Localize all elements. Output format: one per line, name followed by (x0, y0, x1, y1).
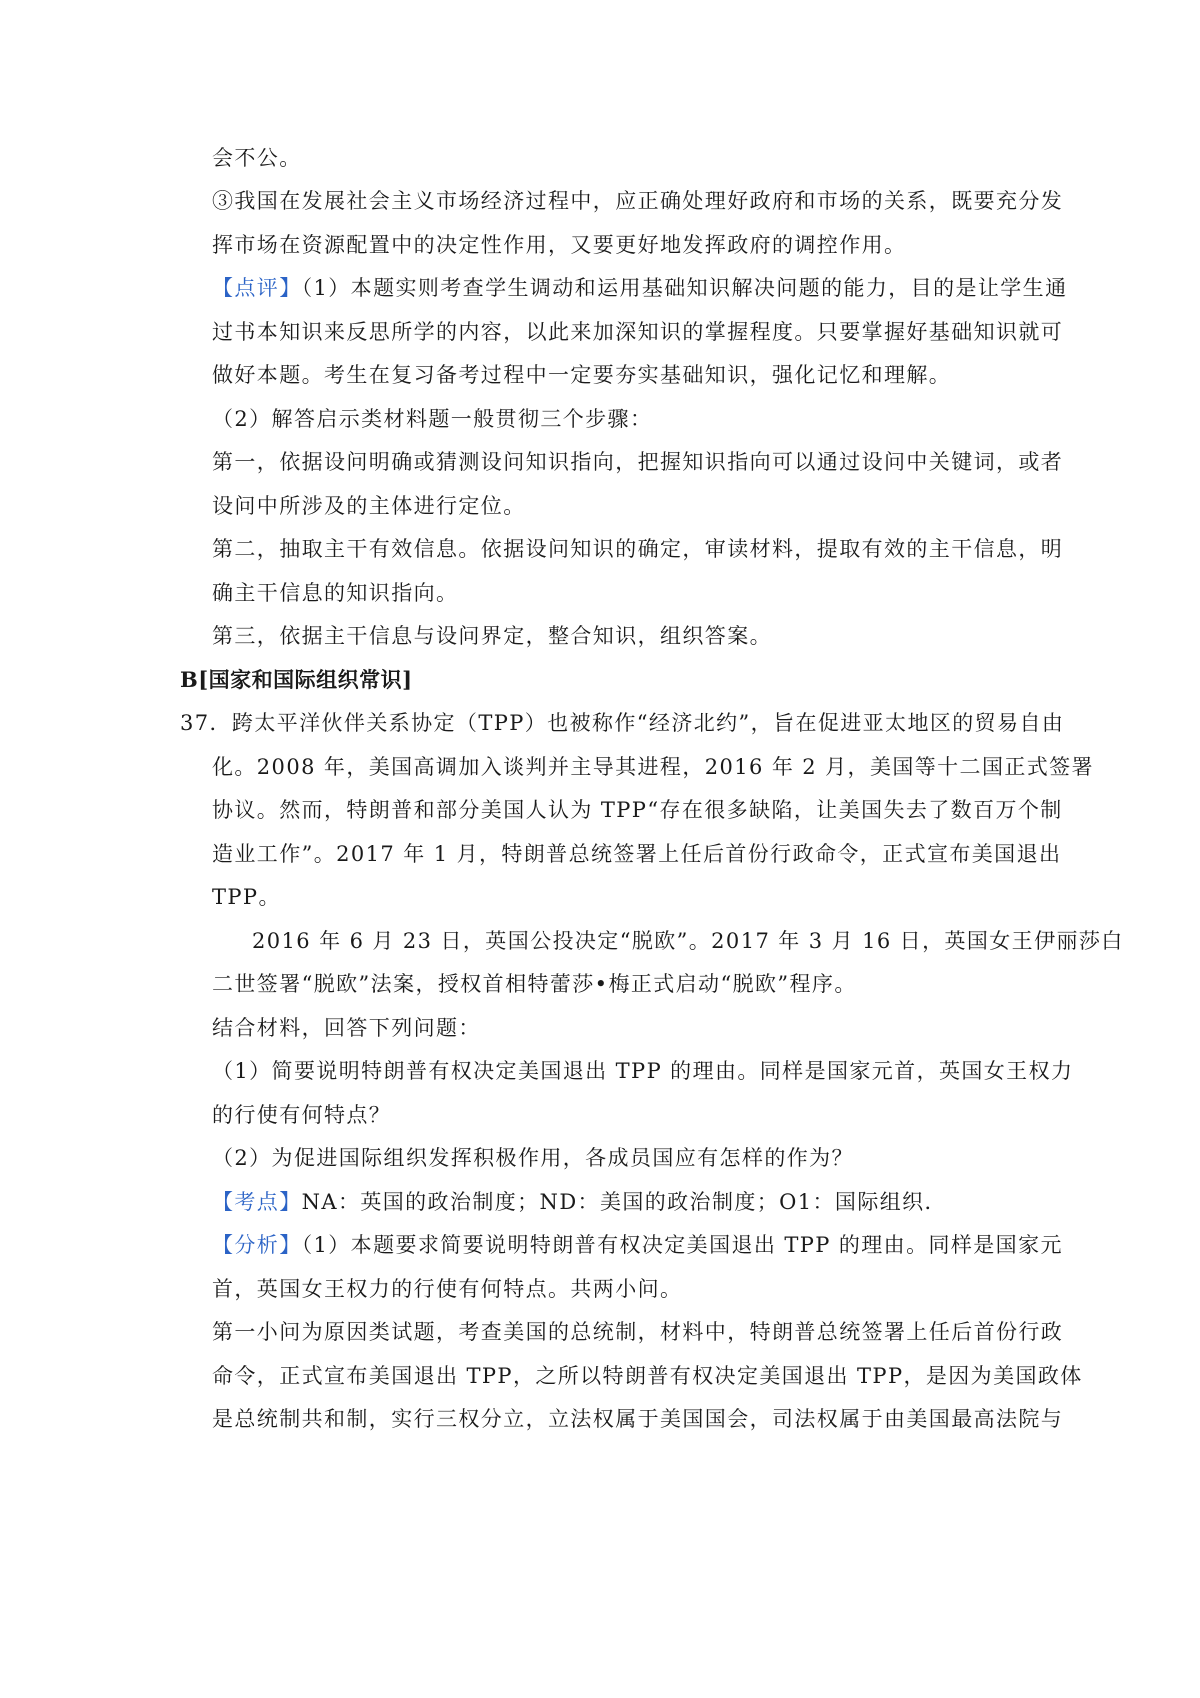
text-line: 结合材料，回答下列问题： (212, 1016, 481, 1040)
text-line: （2）解答启示类材料题一般贯彻三个步骤： (212, 407, 653, 431)
text-line: 第一，依据设问明确或猜测设问知识指向，把握知识指向可以通过设问中关键词，或者 (212, 450, 1064, 474)
text-line: 首，英国女王权力的行使有何特点。共两小问。 (212, 1277, 683, 1301)
text-line: 的行使有何特点？ (212, 1103, 392, 1127)
knowledge-point-text: NA：英国的政治制度；ND：美国的政治制度；O1：国际组织． (301, 1190, 947, 1214)
comment-tag: 【点评】 (212, 276, 302, 300)
text-line: 二世签署“脱欧”法案，授权首相特蕾莎•梅正式启动“脱欧”程序。 (212, 972, 857, 996)
text-line: 挥市场在资源配置中的决定性作用，又要更好地发挥政府的调控作用。 (212, 233, 907, 257)
text-line: 过书本知识来反思所学的内容，以此来加深知识的掌握程度。只要掌握好基础知识就可 (212, 320, 1064, 344)
text-line: 做好本题。考生在复习备考过程中一定要夯实基础知识，强化记忆和理解。 (212, 363, 952, 387)
text-line: （1）简要说明特朗普有权决定美国退出 TPP 的理由。同样是国家元首，英国女王权力 (212, 1059, 1074, 1083)
text-line: 第一小问为原因类试题，考查美国的总统制，材料中，特朗普总统签署上任后首份行政 (212, 1320, 1064, 1344)
analysis-tag: 【分析】 (212, 1233, 302, 1257)
text-line: ③我国在发展社会主义市场经济过程中，应正确处理好政府和市场的关系，既要充分发 (212, 189, 1064, 213)
knowledge-point-tag: 【考点】 (212, 1190, 302, 1214)
text-line: 第三，依据主干信息与设问界定，整合知识，组织答案。 (212, 624, 772, 648)
text-line: 造业工作”。2017 年 1 月，特朗普总统签署上任后首份行政命令，正式宣布美国退出 (212, 842, 1062, 866)
analysis-text: （1）本题要求简要说明特朗普有权决定美国退出 TPP 的理由。同样是国家元 (301, 1233, 1063, 1257)
text-line: 协议。然而，特朗普和部分美国人认为 TPP“存在很多缺陷，让美国失去了数百万个制 (212, 798, 1063, 822)
text-line: 命令，正式宣布美国退出 TPP，之所以特朗普有权决定美国退出 TPP，是因为美国政体 (212, 1364, 1083, 1388)
text-line: 第二，抽取主干有效信息。依据设问知识的确定，审读材料，提取有效的主干信息，明 (212, 537, 1064, 561)
knowledge-point-paragraph (212, 1187, 947, 1217)
text-line: （2）为促进国际组织发挥积极作用，各成员国应有怎样的作为？ (212, 1146, 854, 1170)
analysis-paragraph (212, 1230, 1063, 1260)
text-line: 化。2008 年，美国高调加入谈判并主导其进程，2016 年 2 月，美国等十二国正式签署 (212, 755, 1094, 779)
comment-text: （1）本题实则考查学生调动和运用基础知识解决问题的能力，目的是让学生通 (301, 276, 1068, 300)
text-line: 2016 年 6 月 23 日，英国公投决定“脱欧”。2017 年 3 月 16 日，英国女王伊丽莎白 (252, 929, 1124, 953)
text-line: 设问中所涉及的主体进行定位。 (212, 494, 526, 518)
text-line: TPP。 (212, 885, 281, 909)
section-heading: B[国家和国际组织常识] (180, 667, 413, 692)
text-line: 会不公。 (212, 146, 302, 170)
question-37: 37．跨太平洋伙伴关系协定（TPP）也被称作“经济北约”，旨在促进亚太地区的贸易自由 (180, 711, 1065, 735)
comment-paragraph (212, 273, 1067, 303)
text-line: 确主干信息的知识指向。 (212, 581, 459, 605)
text-line: 是总统制共和制，实行三权分立，立法权属于美国国会，司法权属于由美国最高法院与 (212, 1407, 1064, 1431)
